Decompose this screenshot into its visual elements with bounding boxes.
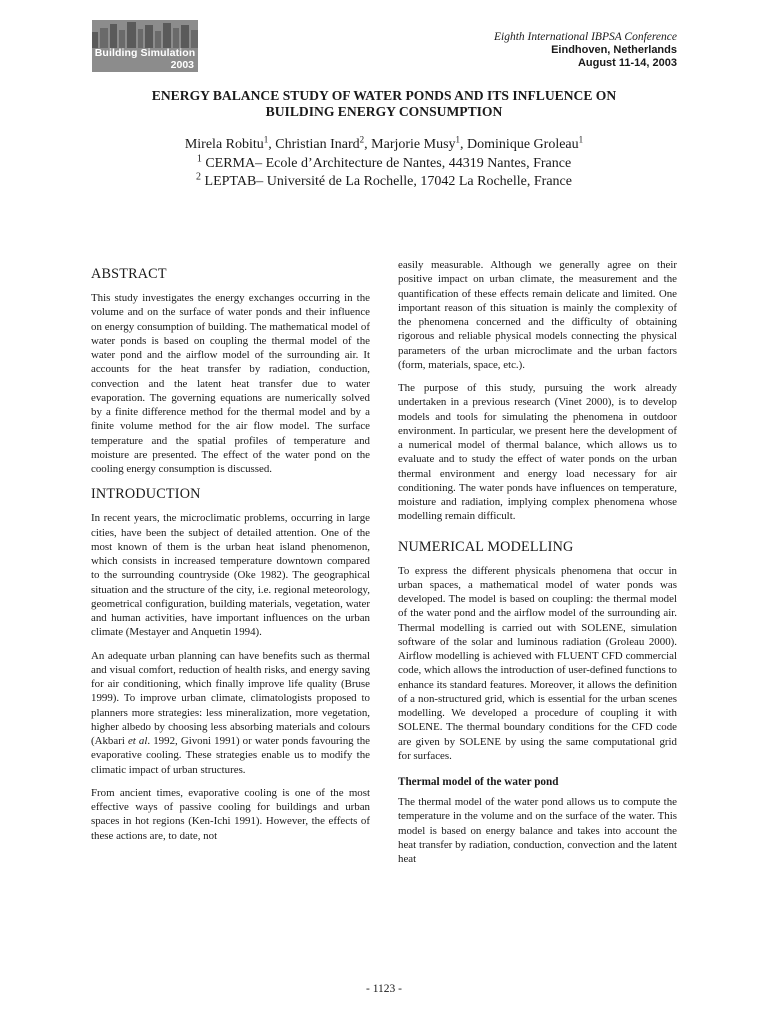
- author-sup: 1: [578, 134, 584, 145]
- logo-text: Building Simulation: [94, 47, 196, 59]
- author-sep: ,: [268, 137, 276, 152]
- introduction-heading: INTRODUCTION: [91, 486, 201, 503]
- author-name: Marjorie Musy: [371, 137, 456, 152]
- abstract-text: This study investigates the energy exchanges occurring in the volume and on the surface of water ponds and their influence on energy consumption of building. The mathematical model of water ponds is based on coupling the thermal model of the water pond and the airflow model of the surrounding air. It accounts for the heat transfer by radiation, conduction, convection and the latent heat transfer due to water evaporation. The governing equations are numerically solved by a finite difference method for the thermal model and by a finite volume method for the air flow model. The surface temperature and the spatial profiles of temperature and moisture are presented. The effect of the water pond on the cooling energy consumption is discussed.: [91, 292, 370, 475]
- affiliation-sup: 2: [196, 171, 202, 183]
- intro-paragraph-2: [91, 649, 370, 777]
- author-sup: 2: [359, 134, 365, 145]
- intro-p2-part-a: An adequate urban planning can have benefits such as thermal and visual comfort, reduction of health risks, and energy saving for air conditioning, which finally improve life quality (Bruse 1999). To improve urban climate, climatologists proposed to planners more strategies: less mineralization, more vegetation, higher albedo by choosing less absorbing materials and colours (Akbari: [91, 649, 370, 747]
- logo-year: 2003: [170, 59, 194, 71]
- affiliation-text: LEPTAB– Université de La Rochelle, 17042 La Rochelle, France: [201, 174, 572, 189]
- author-sup: 1: [455, 134, 461, 145]
- intro-p2-part-b: . 1992, Givoni 1991) or water ponds favouring the evaporative cooling. These strategies enable us to modify the climatic impact of urban structures.: [91, 735, 370, 776]
- conference-location: Eindhoven, Netherlands: [551, 44, 677, 56]
- author-name: Dominique Groleau: [467, 137, 579, 152]
- affiliation-2: [96, 173, 672, 192]
- right-paragraph-2: The purpose of this study, pursuing the work already undertaken in a previous research (Vinet 2000), is to develop models and tools for simulating the phenomena in outdoor environment. In particular, we present here the development of a numerical model of thermal balance, which allows us to evaluate and to study the effect of water ponds on the urban thermal environment and energy load necessary for air conditioning. The water ponds have influences on temperature, moisture and radiation, implying complex phenomena whose modelling remain difficult.: [398, 382, 677, 523]
- thermal-paragraph-1: The thermal model of the water pond allows us to compute the temperature in the volume and on the surface of the water. This model is based on energy balance and takes into account the heat transfer by radiation, conduction, convection and the latent heat: [398, 796, 677, 865]
- right-column: [398, 258, 677, 875]
- author-sup: 1: [263, 134, 269, 145]
- right-paragraph-1: easily measurable. Although we generally agree on their positive impact on urban climate, the measurement and the quantification of these effects remain delicate and limited. One important reason of this situation is mainly the complexity of the phenomena concerned and the difficulty of obtaining rigorous and reliable physical models connecting the physical parameters of the urban microclimate and the urban factors (form, materials, space, etc.).: [398, 259, 677, 371]
- conference-dates: August 11-14, 2003: [577, 57, 677, 69]
- conference-logo: [92, 20, 198, 72]
- author-sep: ,: [460, 137, 468, 152]
- skyline-icon: [92, 20, 198, 48]
- author-block: [96, 136, 672, 192]
- left-column: [91, 265, 370, 852]
- title-line-1: ENERGY BALANCE STUDY OF WATER PONDS AND ITS INFLUENCE ON: [151, 88, 617, 103]
- affiliation-sup: 1: [196, 152, 202, 164]
- author-sep: ,: [364, 137, 372, 152]
- abstract-heading: ABSTRACT: [91, 266, 167, 282]
- conference-info: [494, 31, 677, 70]
- intro-paragraph-3: From ancient times, evaporative cooling is one of the most effective ways of passive cooling for buildings and urban spaces in hot regions (Ken-Ichi 1991). However, the effects of these actions are, to date, not: [91, 786, 370, 842]
- intro-paragraph-1: In recent years, the microclimatic problems, occurring in large cities, have been the subject of detailed attention. One of the most known of them is the urban heat island phenomenon, which consists in increased temperature downtown compared to the surrounding countryside (Oke 1982). The geographical situation and the structure of the city, i.e. regional meteorology, geometrical configuration, building materials, vegetation, water and human activities, have important influences on the urban climate (Mestayer and Anquetin 1994).: [91, 512, 370, 639]
- conference-name: Eighth International IBPSA Conference: [493, 31, 677, 43]
- affiliation-text: CERMA– Ecole d’Architecture de Nantes, 44319 Nantes, France: [201, 155, 572, 171]
- affiliation-1: [96, 152, 672, 174]
- intro-p2-etal: et al: [127, 735, 148, 747]
- title-line-2: BUILDING ENERGY CONSUMPTION: [265, 104, 503, 119]
- numerical-modelling-heading: NUMERICAL MODELLING: [398, 538, 574, 555]
- author-list: [96, 136, 672, 155]
- thermal-model-heading: Thermal model of the water pond: [398, 776, 559, 788]
- page-number: - 1123 -: [366, 983, 402, 995]
- author-name: Christian Inard: [275, 137, 360, 152]
- author-name: Mirela Robitu: [184, 137, 264, 152]
- numerical-paragraph-1: To express the different physicals phenomena that occur in urban spaces, a mathematical model of water ponds was developed. The model is based on coupling: the thermal model of the water pond and the airflow model of the surrounding air. Thermal modelling is carried out with SOLENE, simulation software of the solar and luminous radiation (Groleau 2000). Airflow modelling is achieved with FLUENT CFD commercial code, which allows the introduction of user-defined functions to enhance its standard features. Moreover, it allows the definition of a non-structured grid, which is essential for the urban scenes modelling. We developed a procedure of coupling it with SOLENE. The thermal boundary conditions for the CFD code are given by SOLENE by using the same computational grid for surfaces.: [398, 564, 677, 762]
- paper-title: [96, 88, 672, 120]
